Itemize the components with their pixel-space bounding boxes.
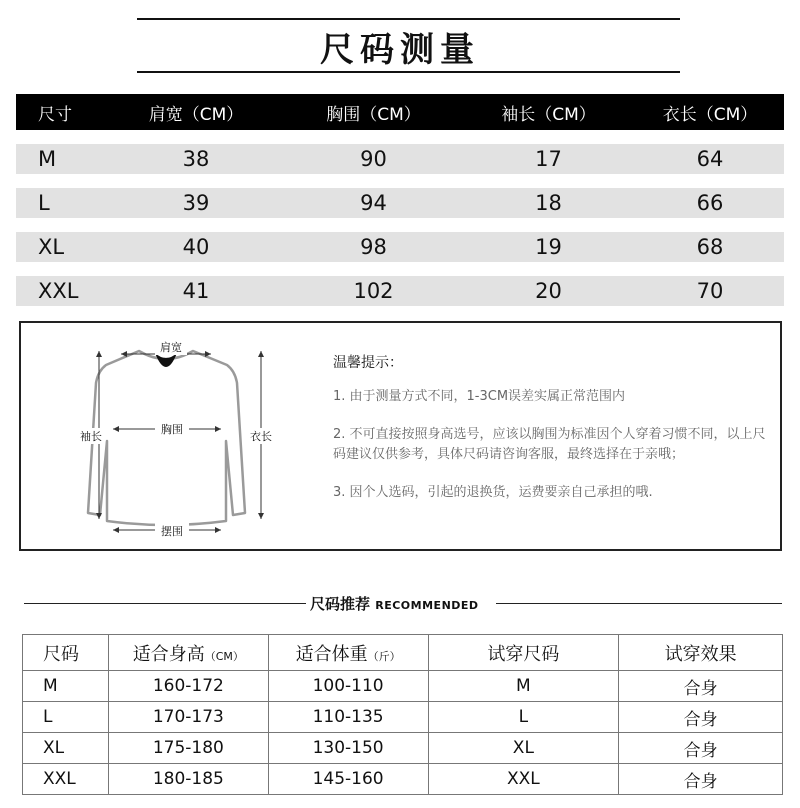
tip-item: 2. 不可直接按照身高选号，应该以胸围为标准因个人穿着习惯不同，以上尺码建议仅供参考，具体尺码请咨询客服，最终选择在于亲哦； (333, 427, 766, 462)
table-row (23, 671, 783, 702)
cell-effect: 合身 (619, 671, 783, 702)
cell-try-size: L (428, 702, 619, 733)
chest-arrow-right (215, 426, 221, 432)
size-table-header (16, 94, 784, 130)
cell-length: 64 (696, 147, 724, 171)
recommend-rule-left (24, 603, 306, 604)
shirt-collar (155, 353, 177, 367)
header-size: 尺码 (23, 635, 109, 671)
table-row (23, 702, 783, 733)
table-row (23, 733, 783, 764)
cell-sleeve: 17 (535, 147, 562, 171)
header-length: 衣长（CM） (662, 104, 758, 125)
chest-label: 胸围 (161, 423, 183, 436)
recommend-title (310, 593, 479, 614)
shirt-outline (88, 351, 245, 525)
cell-shoulder: 39 (182, 191, 210, 215)
recommend-table-header (23, 635, 783, 671)
header-height-unit: （CM） (204, 649, 244, 663)
cell-length: 68 (696, 235, 724, 259)
cell-height: 180-185 (108, 764, 268, 795)
measurement-guide-box (19, 321, 782, 551)
size-recommendation-table (22, 634, 783, 795)
sleeve-arrow-top (96, 351, 102, 357)
cell-try-size: XXL (428, 764, 619, 795)
cell-chest: 102 (353, 279, 394, 303)
sleeve-arrow-bottom (96, 513, 102, 519)
cell-chest: 94 (360, 191, 387, 215)
cell-size: XXL (38, 279, 79, 303)
header-height (108, 635, 268, 671)
shoulder-label: 肩宽 (160, 341, 182, 354)
cell-sleeve: 20 (535, 279, 562, 303)
sleeve-label: 袖长 (80, 430, 102, 443)
header-shoulder: 肩宽（CM） (148, 104, 244, 125)
cell-size: M (38, 147, 57, 171)
hem-arrow-right (215, 527, 221, 533)
cell-length: 70 (696, 279, 724, 303)
table-row (16, 144, 784, 174)
cell-weight: 110-135 (268, 702, 428, 733)
recommend-title-en: RECOMMENDED (375, 599, 479, 612)
page-title: 尺码测量 (320, 30, 480, 70)
header-weight-label: 适合体重 (295, 643, 368, 665)
cell-size: M (23, 671, 109, 702)
length-arrow-bottom (258, 513, 264, 519)
cell-shoulder: 41 (182, 279, 210, 303)
table-row (16, 276, 784, 306)
cell-size: XXL (23, 764, 109, 795)
header-effect: 试穿效果 (619, 635, 783, 671)
title-rule-top (137, 18, 680, 20)
chest-arrow-left (113, 426, 119, 432)
recommend-rule-right (496, 603, 782, 604)
cell-size: XL (38, 235, 65, 259)
header-sleeve: 袖长（CM） (501, 104, 596, 125)
cell-effect: 合身 (619, 764, 783, 795)
cell-sleeve: 18 (535, 191, 562, 215)
cell-weight: 145-160 (268, 764, 428, 795)
header-chest: 胸围（CM） (326, 104, 421, 125)
tip-item: 1. 由于测量方式不同，1-3CM误差实属正常范围内 (333, 389, 626, 404)
length-label: 衣长 (250, 430, 272, 443)
shirt-diagram (21, 323, 321, 549)
table-row (16, 188, 784, 218)
cell-size: L (23, 702, 109, 733)
header-height-label: 适合身高 (132, 643, 205, 665)
recommend-section-header (0, 590, 800, 616)
cell-length: 66 (696, 191, 724, 215)
cell-size: XL (23, 733, 109, 764)
cell-height: 170-173 (108, 702, 268, 733)
cell-shoulder: 40 (182, 235, 210, 259)
cell-height: 175-180 (108, 733, 268, 764)
cell-effect: 合身 (619, 733, 783, 764)
cell-size: L (38, 191, 50, 215)
cell-chest: 98 (360, 235, 387, 259)
cell-chest: 90 (360, 147, 387, 171)
table-row (16, 232, 784, 262)
cell-weight: 100-110 (268, 671, 428, 702)
table-row (23, 764, 783, 795)
cell-weight: 130-150 (268, 733, 428, 764)
length-arrow-top (258, 351, 264, 357)
header-weight-unit: （斤） (367, 649, 401, 663)
tip-item: 3. 因个人选码，引起的退换货，运费要亲自己承担的哦. (333, 485, 653, 500)
tips-panel (333, 353, 773, 521)
cell-try-size: XL (428, 733, 619, 764)
cell-shoulder: 38 (182, 147, 210, 171)
header-size: 尺寸 (38, 104, 72, 125)
recommend-title-cn: 尺码推荐 (310, 595, 371, 613)
cell-effect: 合身 (619, 702, 783, 733)
cell-height: 160-172 (108, 671, 268, 702)
page-header (0, 0, 800, 78)
hem-arrow-left (113, 527, 119, 533)
cell-sleeve: 19 (535, 235, 562, 259)
hem-label: 摆围 (161, 525, 183, 538)
tips-heading: 温馨提示： (333, 355, 403, 371)
title-rule-bottom (137, 71, 680, 73)
size-measurement-table (16, 94, 784, 306)
header-weight (268, 635, 428, 671)
header-try-size: 试穿尺码 (428, 635, 619, 671)
cell-try-size: M (428, 671, 619, 702)
